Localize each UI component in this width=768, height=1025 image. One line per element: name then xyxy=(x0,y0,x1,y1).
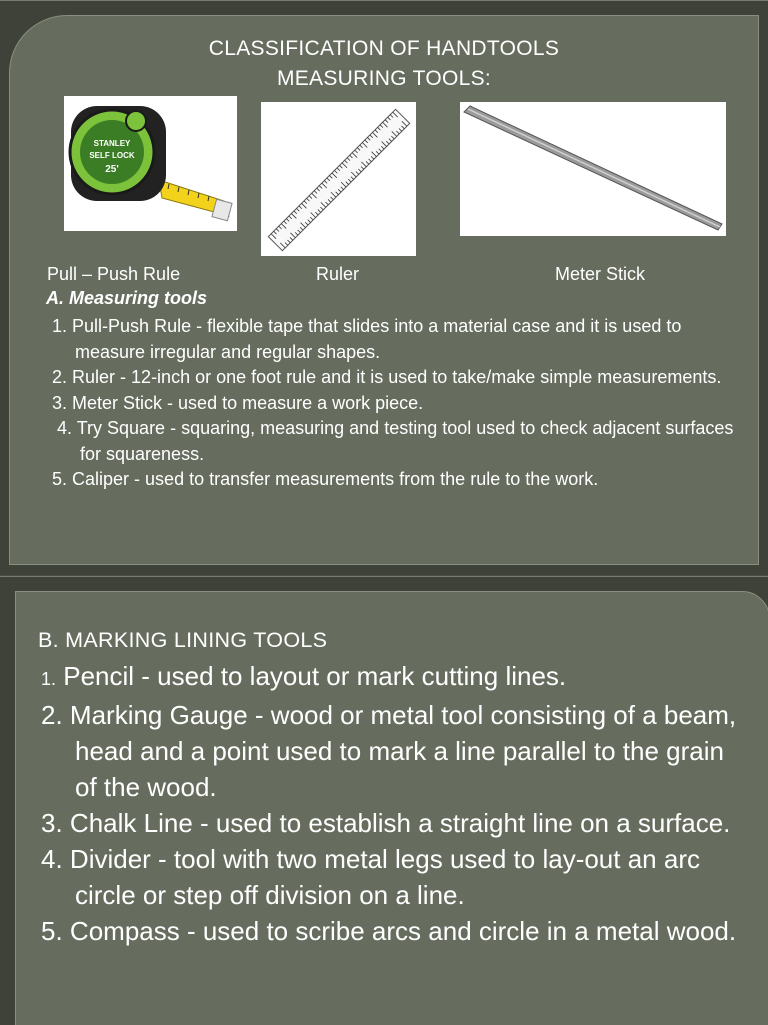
list-item xyxy=(52,467,752,493)
list-item xyxy=(41,841,751,913)
item-number: 4. xyxy=(41,844,63,874)
measuring-tools-list xyxy=(52,314,752,493)
list-item xyxy=(41,805,751,841)
list-item xyxy=(52,314,752,365)
caption-meter-stick: Meter Stick xyxy=(555,264,646,284)
item-number: 3. xyxy=(41,808,63,838)
item-text: Meter Stick - used to measure a work piece. xyxy=(72,392,424,413)
item-number: 5. xyxy=(41,916,63,946)
item-text: Caliper - used to transfer measurements from the rule to the work. xyxy=(72,469,599,489)
item-text: Divider - tool with two metal legs used to lay-out an arc circle or step off division on a line. xyxy=(69,844,700,910)
list-item xyxy=(41,697,751,805)
item-text: Marking Gauge - wood or metal tool consisting of a beam, head and a point used to mark a line parallel to the grain of the wood. xyxy=(69,700,737,802)
item-number: 1. xyxy=(41,669,57,689)
tape-measure-image xyxy=(64,96,237,231)
item-number: 2. xyxy=(52,367,68,387)
slide-title-line2: MEASURING TOOLS: xyxy=(276,67,492,90)
tape-model: SELF LOCK xyxy=(89,151,135,160)
meter-stick-image xyxy=(460,102,726,236)
item-text: Chalk Line - used to establish a straight line on a surface. xyxy=(69,808,731,838)
item-number: 1. xyxy=(52,316,68,336)
item-number: 5. xyxy=(52,469,68,489)
list-item xyxy=(52,391,752,417)
caption-pull-push-rule: Pull – Push Rule xyxy=(47,264,181,284)
item-number: 4. xyxy=(57,418,73,438)
item-text: Ruler - 12-inch or one foot rule and it is used to take/make simple measurements. xyxy=(72,367,722,387)
item-number: 2. xyxy=(41,700,63,730)
tape-brand: STANLEY xyxy=(93,139,131,148)
tape-size: 25' xyxy=(105,164,119,175)
item-text: Pull-Push Rule - flexible tape that slides into a material case and it is used to measure irregular and regular shapes. xyxy=(72,316,682,362)
item-text: Pencil - used to layout or mark cutting lines. xyxy=(63,661,567,691)
section-heading-measuring: A. Measuring tools xyxy=(46,288,208,308)
slide-title-line1: CLASSIFICATION OF HANDTOOLS xyxy=(208,37,560,60)
caption-ruler: Ruler xyxy=(316,264,360,284)
list-item xyxy=(52,416,752,467)
list-item xyxy=(41,913,751,949)
marking-tools-list xyxy=(41,658,751,949)
item-number: 3. xyxy=(52,392,68,413)
ruler-image xyxy=(261,102,416,256)
section-heading-marking: B. MARKING LINING TOOLS xyxy=(38,628,328,652)
list-item xyxy=(41,658,751,697)
item-text: Try Square - squaring, measuring and testing tool used to check adjacent surfaces for squareness. xyxy=(76,418,734,464)
list-item xyxy=(52,365,752,391)
item-text: Compass - used to scribe arcs and circle in a metal wood. xyxy=(69,916,737,946)
